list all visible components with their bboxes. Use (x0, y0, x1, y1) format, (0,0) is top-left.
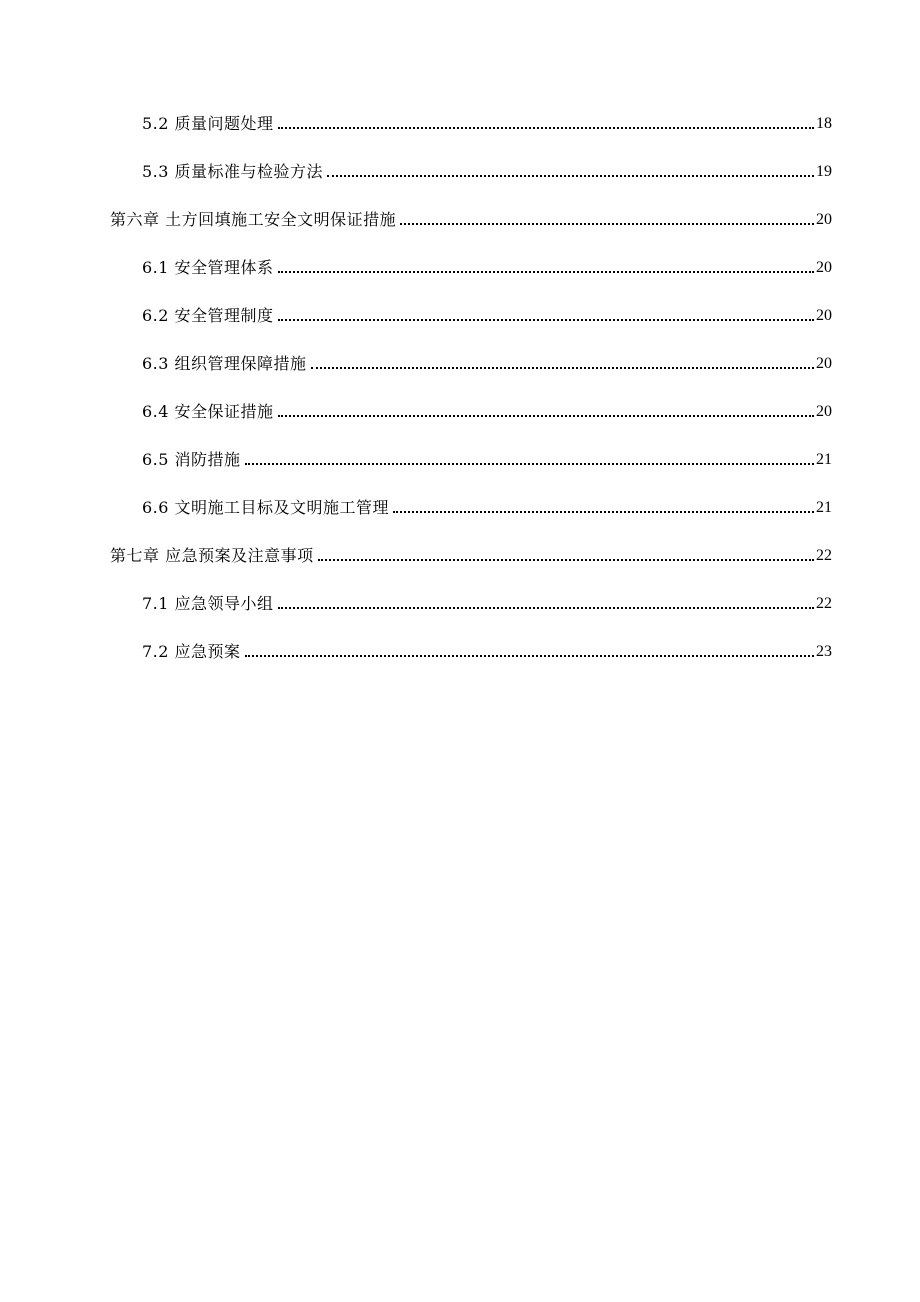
dot-leader (400, 222, 814, 225)
toc-entry-page: 20 (816, 307, 832, 324)
toc-entry-6-4[interactable] (142, 396, 832, 422)
toc-entry-page: 20 (816, 211, 832, 228)
toc-entry-5-2[interactable] (142, 108, 832, 134)
toc-entry-title: 6.5 消防措施 (142, 450, 241, 469)
toc-entry-6-2[interactable] (142, 300, 832, 326)
toc-entry-page: 20 (816, 403, 832, 420)
dot-leader (278, 126, 814, 129)
toc-entry-title: 第七章 应急预案及注意事项 (110, 546, 314, 565)
toc-entry-7-2[interactable] (142, 636, 832, 662)
toc-entry-5-3[interactable] (142, 156, 832, 182)
toc-entry-title: 6.1 安全管理体系 (142, 258, 274, 277)
toc-entry-title: 第六章 土方回填施工安全文明保证措施 (110, 210, 397, 229)
toc-entry-title: 5.3 质量标准与检验方法 (142, 162, 324, 181)
dot-leader (278, 414, 814, 417)
toc-entry-6-5[interactable] (142, 444, 832, 470)
dot-leader (245, 654, 814, 657)
toc-entry-7-1[interactable] (142, 588, 832, 614)
toc-entry-title: 6.4 安全保证措施 (142, 402, 274, 421)
toc-entry-page: 22 (816, 547, 832, 564)
toc-entry-title: 6.6 文明施工目标及文明施工管理 (142, 498, 390, 517)
toc-entry-title: 5.2 质量问题处理 (142, 114, 274, 133)
toc-entry-page: 20 (816, 355, 832, 372)
dot-leader (278, 606, 814, 609)
dot-leader (327, 174, 814, 177)
dot-leader (245, 462, 814, 465)
toc-entry-page: 23 (816, 643, 832, 660)
dot-leader (311, 366, 814, 369)
toc-entry-page: 18 (816, 115, 832, 132)
dot-leader (318, 558, 814, 561)
toc-entry-page: 21 (816, 499, 832, 516)
toc-entry-6-3[interactable] (142, 348, 832, 374)
toc-entry-page: 22 (816, 595, 832, 612)
toc-entry-title: 7.1 应急领导小组 (142, 594, 274, 613)
toc-entry-6-1[interactable] (142, 252, 832, 278)
toc-entry-6-6[interactable] (142, 492, 832, 518)
dot-leader (278, 270, 814, 273)
toc-entry-title: 6.3 组织管理保障措施 (142, 354, 307, 373)
toc-entry-page: 21 (816, 451, 832, 468)
toc-entry-page: 19 (816, 163, 832, 180)
toc-entry-title: 7.2 应急预案 (142, 642, 241, 661)
toc-entry-chapter-6[interactable] (110, 204, 832, 230)
dot-leader (393, 510, 814, 513)
toc-entry-title: 6.2 安全管理制度 (142, 306, 274, 325)
dot-leader (278, 318, 814, 321)
toc-entry-page: 20 (816, 259, 832, 276)
toc-entry-chapter-7[interactable] (110, 540, 832, 566)
